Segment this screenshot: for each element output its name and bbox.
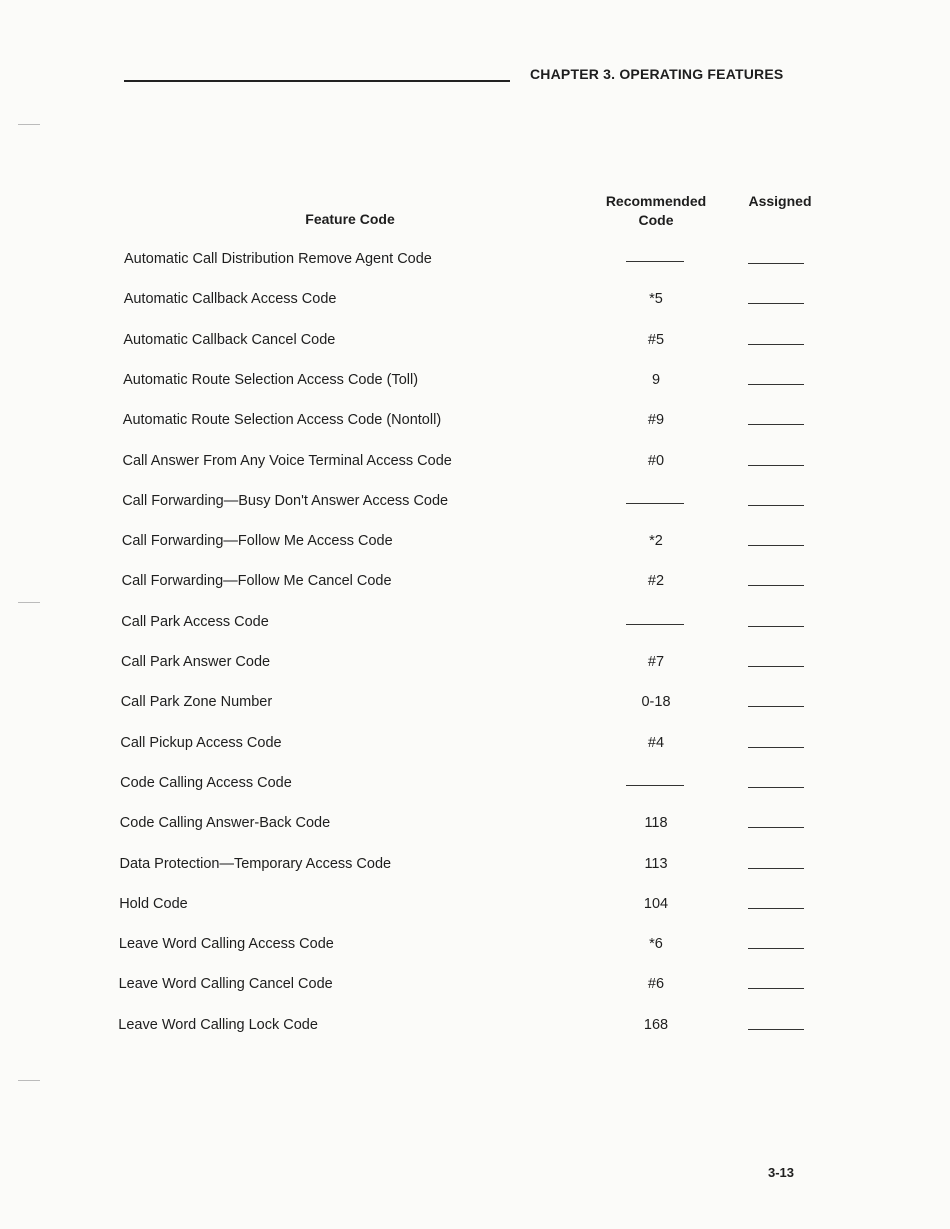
recommended-code: #6 <box>647 976 665 993</box>
margin-mark <box>18 124 40 125</box>
recommended-code: #0 <box>647 452 665 469</box>
table-row <box>0 569 950 597</box>
margin-mark <box>18 1080 40 1081</box>
feature-name: Leave Word Calling Access Code <box>118 936 334 953</box>
recommended-code: *5 <box>649 291 663 308</box>
recommended-code: *2 <box>649 533 663 550</box>
feature-name: Call Forwarding—Follow Me Cancel Code <box>121 573 392 590</box>
margin-mark <box>18 602 40 603</box>
recommended-code: #5 <box>647 331 665 348</box>
column-header-recommended-line1: Recommended <box>605 193 707 209</box>
recommended-code-blank-line <box>626 261 684 262</box>
feature-name: Automatic Callback Access Code <box>123 291 337 308</box>
feature-name: Code Calling Access Code <box>120 774 292 791</box>
table-row <box>0 771 950 799</box>
table-row <box>0 529 950 557</box>
table-row <box>0 489 950 517</box>
recommended-code: 168 <box>643 1016 669 1033</box>
assigned-code-blank-line <box>748 1029 804 1030</box>
assigned-code-blank-line <box>748 585 804 586</box>
feature-name: Automatic Route Selection Access Code (Nontoll) <box>122 412 442 429</box>
assigned-code-blank-line <box>748 505 804 506</box>
recommended-code: 0-18 <box>641 694 671 711</box>
recommended-code-blank-line <box>626 624 684 625</box>
assigned-code-blank-line <box>748 303 804 304</box>
table-row <box>0 972 950 1000</box>
table-row <box>0 368 950 396</box>
column-header-assigned: Assigned <box>748 193 812 209</box>
assigned-code-blank-line <box>748 908 804 909</box>
assigned-code-blank-line <box>748 465 804 466</box>
recommended-code: 118 <box>644 815 668 832</box>
feature-name: Hold Code <box>119 895 188 912</box>
assigned-code-blank-line <box>748 545 804 546</box>
assigned-code-blank-line <box>748 868 804 869</box>
assigned-code-blank-line <box>748 706 804 707</box>
table-row <box>0 610 950 638</box>
recommended-code-blank-line <box>626 785 684 786</box>
assigned-code-blank-line <box>748 948 804 949</box>
recommended-code: *6 <box>649 936 663 953</box>
chapter-title: CHAPTER 3. OPERATING FEATURES <box>530 66 784 82</box>
feature-name: Code Calling Answer-Back Code <box>119 815 331 832</box>
feature-name: Call Park Zone Number <box>120 694 273 711</box>
feature-name: Automatic Call Distribution Remove Agent Code <box>124 251 432 267</box>
table-row <box>0 731 950 759</box>
feature-name: Call Forwarding—Busy Don't Answer Access Code <box>122 492 449 509</box>
column-header-feature-code: Feature Code <box>305 211 395 227</box>
assigned-code-blank-line <box>748 344 804 345</box>
feature-name: Call Pickup Access Code <box>120 734 282 751</box>
table-row <box>0 650 950 678</box>
table-row <box>0 811 950 839</box>
assigned-code-blank-line <box>748 747 804 748</box>
table-row <box>0 892 950 920</box>
recommended-code: #9 <box>647 412 665 429</box>
feature-name: Call Park Answer Code <box>121 654 271 670</box>
assigned-code-blank-line <box>748 988 804 989</box>
feature-name: Call Answer From Any Voice Terminal Access Code <box>122 452 452 469</box>
feature-name: Leave Word Calling Cancel Code <box>118 976 333 993</box>
assigned-code-blank-line <box>748 263 804 264</box>
table-row <box>0 408 950 436</box>
table-row <box>0 287 950 315</box>
feature-name: Leave Word Calling Lock Code <box>118 1016 318 1033</box>
column-header-recommended-code <box>590 192 722 230</box>
recommended-code: #4 <box>647 734 665 751</box>
recommended-code: 9 <box>651 371 661 388</box>
recommended-code-blank-line <box>626 503 684 504</box>
feature-name: Data Protection—Temporary Access Code <box>119 855 392 872</box>
assigned-code-blank-line <box>748 384 804 385</box>
recommended-code: #2 <box>647 573 665 590</box>
assigned-code-blank-line <box>748 666 804 667</box>
feature-name: Automatic Callback Cancel Code <box>123 331 336 348</box>
feature-name: Call Forwarding—Follow Me Access Code <box>121 533 393 550</box>
assigned-code-blank-line <box>748 787 804 788</box>
table-row <box>0 328 950 356</box>
table-row <box>0 932 950 960</box>
feature-name: Automatic Route Selection Access Code (Toll) <box>123 371 419 388</box>
recommended-code: #7 <box>647 654 665 670</box>
table-row <box>0 1013 950 1041</box>
column-header-recommended-line2: Code <box>638 212 674 228</box>
recommended-code: 104 <box>643 895 669 912</box>
assigned-code-blank-line <box>748 827 804 828</box>
table-row <box>0 852 950 880</box>
recommended-code: 113 <box>644 855 668 872</box>
page-number: 3-13 <box>768 1165 795 1180</box>
table-row <box>0 449 950 477</box>
table-row <box>0 247 950 275</box>
assigned-code-blank-line <box>748 626 804 627</box>
assigned-code-blank-line <box>748 424 804 425</box>
header-rule <box>124 80 510 82</box>
feature-name: Call Park Access Code <box>121 613 269 630</box>
table-row <box>0 690 950 718</box>
